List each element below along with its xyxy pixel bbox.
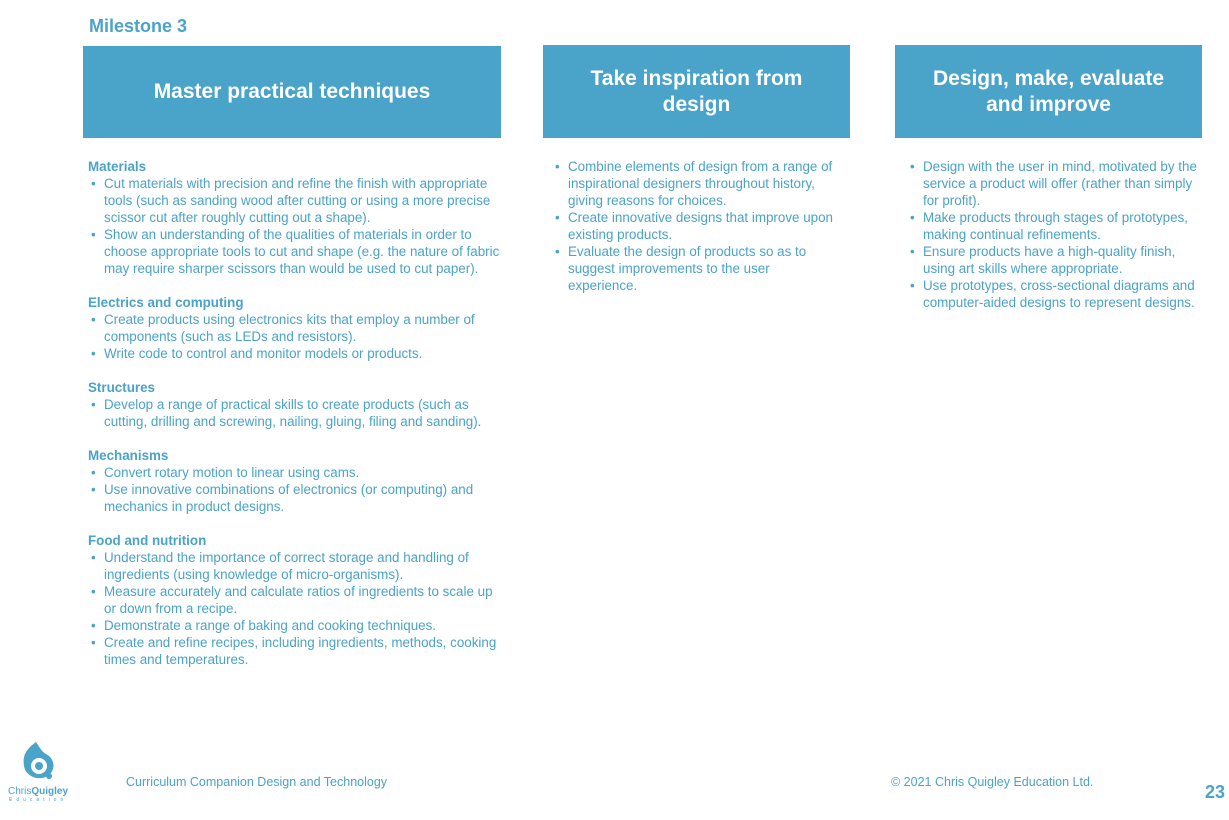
bullet-list xyxy=(88,175,503,277)
column-inspiration-content xyxy=(552,158,842,294)
milestone-title: Milestone 3 xyxy=(89,16,188,36)
list-item: • Create and refine recipes, including ingredients, methods, cooking times and temperatures. xyxy=(88,634,503,668)
list-item: • Measure accurately and calculate ratios of ingredients to scale up or down from a recipe. xyxy=(88,583,503,617)
list-item: • Develop a range of practical skills to create products (such as cutting, drilling and screwing, nailing, gluing, filing and sanding). xyxy=(88,396,503,430)
bullet-list xyxy=(88,396,503,430)
list-item: • Create products using electronics kits that employ a number of components (such as LEDs and resistors). xyxy=(88,311,503,345)
list-item: • Cut materials with precision and refine the finish with appropriate tools (such as sanding wood after cutting or using a more precise scissor cut after roughly cutting out a shape). xyxy=(88,175,503,226)
bullet-list xyxy=(88,549,503,668)
list-item: • Ensure products have a high-quality finish, using art skills where appropriate. xyxy=(907,243,1197,277)
footer-document-title: Curriculum Companion Design and Technology xyxy=(126,775,388,789)
logo-first-name: Chris xyxy=(8,786,32,797)
bullet-list xyxy=(907,158,1197,311)
section-structures xyxy=(88,379,503,430)
bullet-list xyxy=(552,158,842,294)
section-title: Mechanisms xyxy=(88,448,169,463)
list-item: • Convert rotary motion to linear using cams. xyxy=(88,464,503,481)
section-title: Food and nutrition xyxy=(88,533,207,548)
column-header-practical xyxy=(83,46,501,138)
bullet-list xyxy=(88,311,503,362)
list-item: • Demonstrate a range of baking and cooking techniques. xyxy=(88,617,503,634)
logo-last-name: Quigley xyxy=(31,786,69,797)
column-design-content xyxy=(907,158,1197,311)
column-header-design-label: Design, make, evaluate and improve xyxy=(932,66,1165,116)
bullet-list xyxy=(88,464,503,515)
section-electrics xyxy=(88,294,503,362)
logo-name xyxy=(8,786,68,797)
list-item: • Make products through stages of prototypes, making continual refinements. xyxy=(907,209,1197,243)
list-item: • Evaluate the design of products so as to suggest improvements to the user experience. xyxy=(552,243,842,294)
page-number: 23 xyxy=(1205,782,1226,802)
section-title: Materials xyxy=(88,159,147,174)
section-materials xyxy=(88,158,503,277)
list-item: • Design with the user in mind, motivated by the service a product will offer (rather than simply for profit). xyxy=(907,158,1197,209)
list-item: • Combine elements of design from a range of inspirational designers throughout history, giving reasons for choices. xyxy=(552,158,842,209)
list-item: • Use prototypes, cross-sectional diagrams and computer-aided designs to represent designs. xyxy=(907,277,1197,311)
section-food xyxy=(88,532,503,668)
column-header-design xyxy=(895,45,1202,138)
list-item: • Use innovative combinations of electronics (or computing) and mechanics in product designs. xyxy=(88,481,503,515)
section-mechanisms xyxy=(88,447,503,515)
footer-copyright: © 2021 Chris Quigley Education Ltd. xyxy=(891,775,1094,789)
column-header-inspiration-label: Take inspiration from design xyxy=(590,66,803,116)
logo-subtitle: Education xyxy=(9,797,68,803)
column-practical-content xyxy=(88,158,503,685)
column-header-practical-label: Master practical techniques xyxy=(153,80,431,103)
section-title: Electrics and computing xyxy=(88,295,244,310)
list-item: • Understand the importance of correct storage and handling of ingredients (using knowledge of micro-organisms). xyxy=(88,549,503,583)
section-title: Structures xyxy=(88,380,155,395)
list-item: • Show an understanding of the qualities of materials in order to choose appropriate tools to cut and shape (e.g. the nature of fabric may require sharper scissors than would be used to cut paper). xyxy=(88,226,503,277)
column-header-inspiration xyxy=(543,45,850,138)
list-item: • Write code to control and monitor models or products. xyxy=(88,345,503,362)
list-item: • Create innovative designs that improve upon existing products. xyxy=(552,209,842,243)
